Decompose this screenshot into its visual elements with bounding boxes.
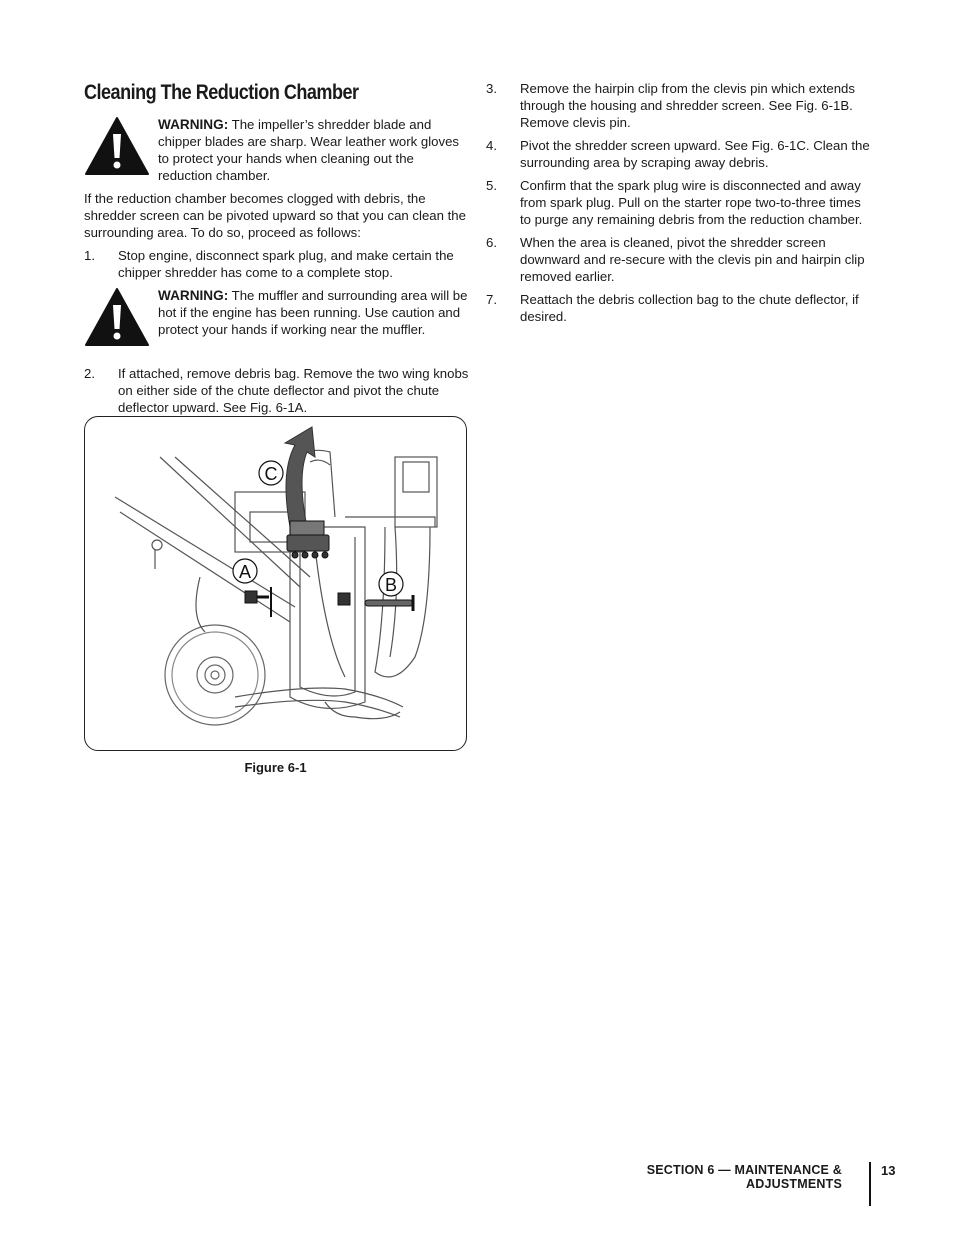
- warning-block-muffler: [84, 287, 469, 347]
- step-number: 3.: [486, 81, 497, 96]
- step-7: [486, 291, 871, 325]
- step-3: [486, 80, 871, 131]
- warning-label: WARNING:: [158, 288, 229, 303]
- step-2: [84, 365, 469, 416]
- step-text: Reattach the debris collection bag to the chute deflector, if desired.: [520, 292, 859, 324]
- callout-a: [233, 559, 257, 583]
- step-text: When the area is cleaned, pivot the shredder screen downward and re-secure with the clevis pin and hairpin clip removed earlier.: [520, 235, 865, 284]
- callout-b: [379, 572, 403, 596]
- warning-block-blades: [84, 116, 469, 184]
- step-number: 5.: [486, 178, 497, 193]
- page-number: 13: [881, 1163, 896, 1178]
- callout-label-c: C: [264, 464, 278, 484]
- step-4: [486, 137, 871, 171]
- figure-6-1: [84, 416, 467, 751]
- callout-c: [259, 461, 283, 485]
- footer-section-title: SECTION 6 — MAINTENANCE & ADJUSTMENTS: [646, 1163, 842, 1191]
- step-5: [486, 177, 871, 228]
- figure-caption: Figure 6-1: [244, 760, 307, 775]
- step-number: 1.: [84, 248, 95, 263]
- step-number: 2.: [84, 366, 95, 381]
- warning-body: The muffler and surrounding area will be hot if the engine has been running. Use caution and protect your hands if working near the muffler.: [158, 288, 468, 337]
- step-text: Stop engine, disconnect spark plug, and make certain the chipper shredder has come to a complete stop.: [118, 248, 454, 280]
- step-text: If attached, remove debris bag. Remove the two wing knobs on either side of the chute deflector and pivot the chute deflector upward. See Fig. 6-1A.: [118, 366, 469, 415]
- step-text: Remove the hairpin clip from the clevis pin which extends through the housing and shredder screen. See Fig. 6-1B. Remove clevis pin.: [520, 81, 855, 130]
- chipper-shredder-illustration: [85, 417, 465, 749]
- step-text: Pivot the shredder screen upward. See Fig. 6-1C. Clean the surrounding area by scraping away debris.: [520, 138, 870, 170]
- warning-triangle-icon: [84, 287, 150, 347]
- section-heading: Cleaning The Reduction Chamber: [84, 81, 359, 104]
- callout-label-b: B: [384, 575, 398, 595]
- warning-text: [158, 116, 469, 184]
- step-6: [486, 234, 871, 285]
- warning-label: WARNING:: [158, 117, 229, 132]
- footer-divider: [869, 1162, 871, 1206]
- warning-body: The impeller’s shredder blade and chipper blades are sharp. Wear leather work gloves to protect your hands when cleaning out the reduction chamber.: [158, 117, 460, 183]
- warning-text: [158, 287, 469, 338]
- step-number: 6.: [486, 235, 497, 250]
- step-number: 7.: [486, 292, 497, 307]
- step-text: Confirm that the spark plug wire is disconnected and away from spark plug. Pull on the starter rope two-to-three times to purge any remaining debris from the reduction chamber.: [520, 178, 863, 227]
- intro-paragraph: If the reduction chamber becomes clogged with debris, the shredder screen can be pivoted upward so that you can clean the surrounding area. To do so, proceed as follows:: [84, 191, 466, 240]
- callout-label-a: A: [238, 562, 252, 582]
- step-number: 4.: [486, 138, 497, 153]
- warning-triangle-icon: [84, 116, 150, 176]
- step-1: [84, 247, 469, 281]
- right-column: [486, 80, 871, 331]
- left-column: [84, 80, 469, 422]
